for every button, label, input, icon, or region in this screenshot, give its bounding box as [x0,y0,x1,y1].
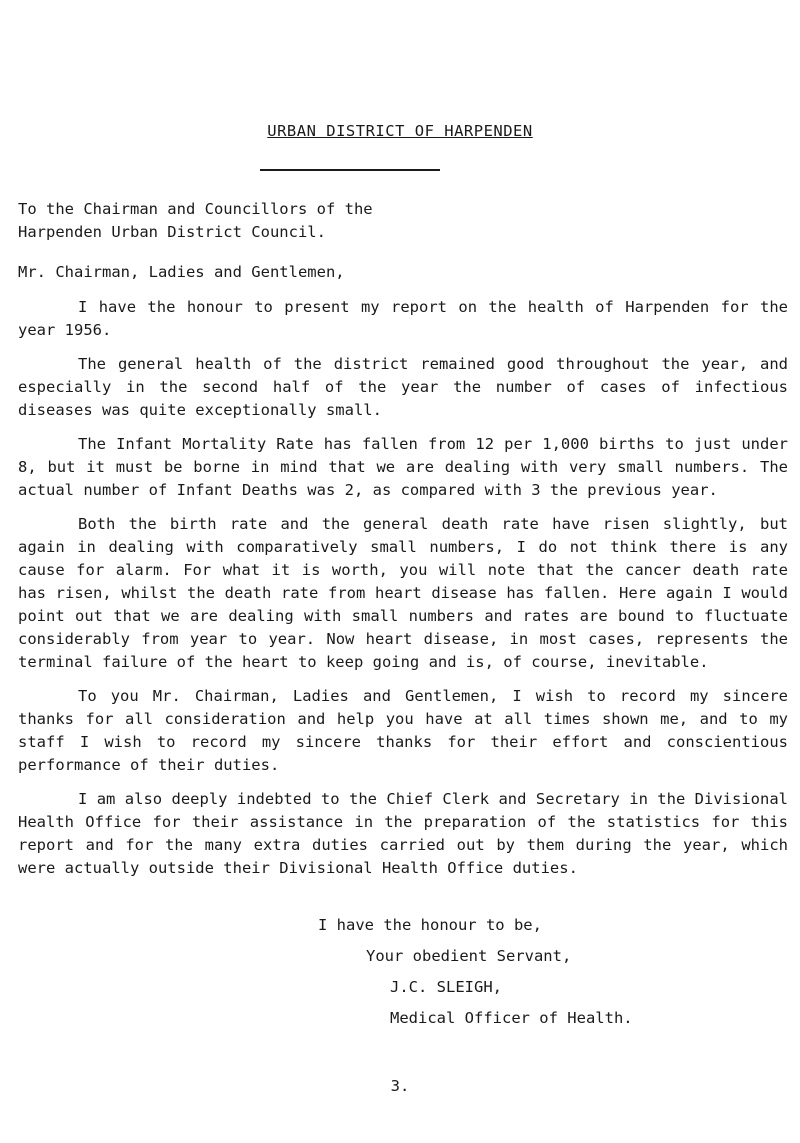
paragraph-infant-mortality: The Infant Mortality Rate has fallen from 12 per 1,000 births to just under 8, but it must be borne in mind that we are dealing with very small numbers. The actual number of Infant Deaths was 2, as compared with 3 the previous year. [18,435,788,499]
closing-block [318,910,633,1034]
heading-rule [260,169,440,171]
document-heading: URBAN DISTRICT OF HARPENDEN [267,122,533,140]
paragraph-birth-death-rates: Both the birth rate and the general death rate have risen slightly, but again in dealing with comparatively small numbers, I do not think there is any cause for alarm. For what it is worth, you will note that the cancer death rate has risen, whilst the death rate from heart disease has fallen. Here again I would point out that we are dealing with small numbers and rates are bound to fluctuate considerably from year to year. Now heart disease, in most cases, represents the terminal failure of the heart to keep going and is, of course, inevitable. [18,515,788,671]
page-number: 3. [390,1077,410,1095]
closing-line: Your obedient Servant, [366,947,572,965]
signatory-title: Medical Officer of Health. [390,1009,633,1027]
paragraph-report-intro: I have the honour to present my report on the health of Harpenden for the year 1956. [18,298,788,339]
paragraph-thanks: To you Mr. Chairman, Ladies and Gentlemen, I wish to record my sincere thanks for all consideration and help you have at all times shown me, and to my staff I wish to record my sincere thanks for their effort and conscientious performance of their duties. [18,687,788,774]
closing-line: I have the honour to be, [318,916,542,934]
letter-body [18,296,788,891]
salutation: Mr. Chairman, Ladies and Gentlemen, [18,263,345,281]
paragraph-acknowledgement: I am also deeply indebted to the Chief Clerk and Secretary in the Divisional Health Office for their assistance in the preparation of the statistics for this report and for the many extra duties carried out by them during the year, which were actually outside their Divisional Health Office duties. [18,790,788,877]
addressee-block: To the Chairman and Councillors of the Harpenden Urban District Council. [18,200,373,241]
signatory-name: J.C. SLEIGH, [390,978,502,996]
paragraph-general-health: The general health of the district remained good throughout the year, and especially in the second half of the year the number of cases of infectious diseases was quite exceptionally small. [18,355,788,419]
